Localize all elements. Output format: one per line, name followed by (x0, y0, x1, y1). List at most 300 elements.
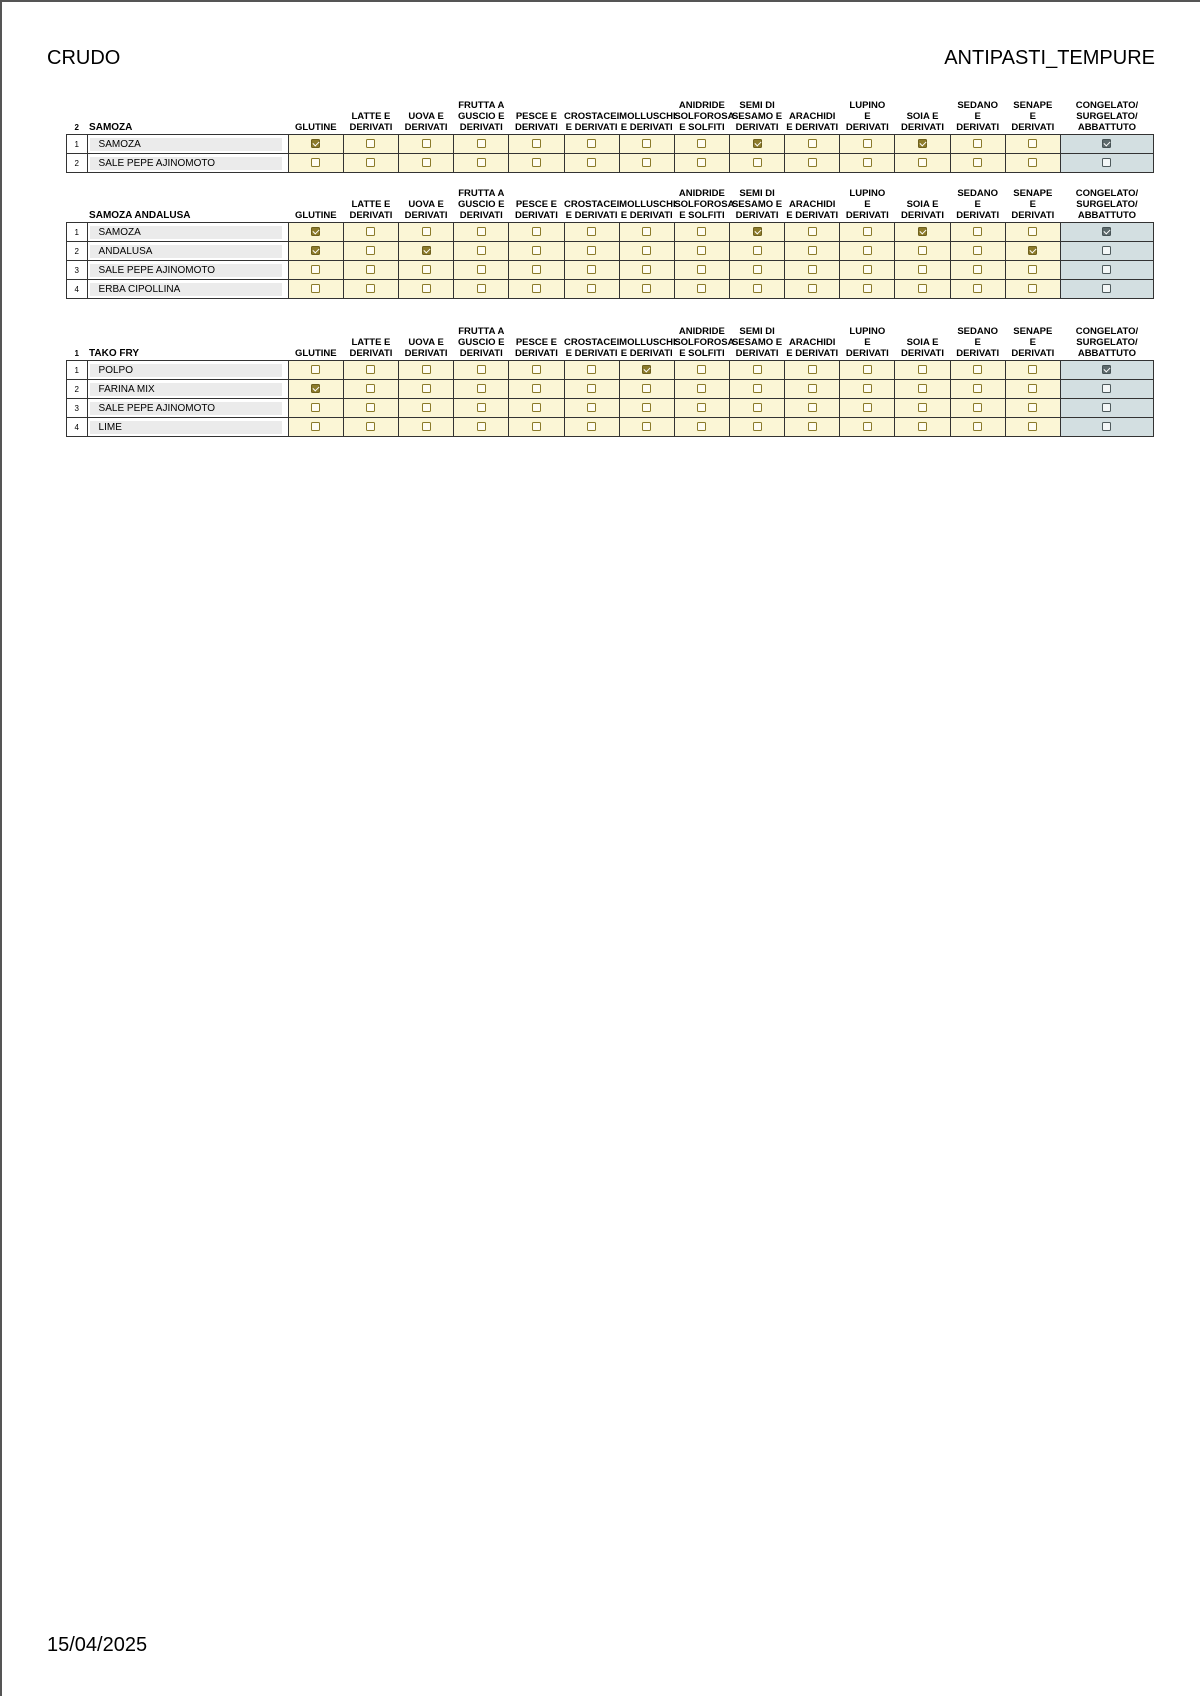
allergen-checkbox[interactable] (366, 158, 375, 167)
table-row (67, 223, 1154, 242)
allergen-cell (674, 261, 729, 280)
column-header: ARACHIDI E DERIVATI (786, 111, 839, 133)
allergen-cell (674, 418, 729, 437)
allergen-cell (840, 399, 895, 418)
allergen-cell (785, 135, 840, 154)
allergen-checkbox[interactable] (697, 139, 706, 148)
allergen-checkbox[interactable] (918, 246, 927, 255)
allergen-checkbox[interactable] (587, 227, 596, 236)
column-header: LUPINO E DERIVATI (845, 188, 889, 221)
allergen-checkbox[interactable] (863, 422, 872, 431)
allergen-checkbox[interactable] (422, 403, 431, 412)
allergen-checkbox[interactable] (532, 246, 541, 255)
ingredient-name: SALE PEPE AJINOMOTO (90, 264, 282, 277)
allergen-checkbox[interactable] (863, 227, 872, 236)
allergen-cell (895, 135, 950, 154)
allergen-checkbox[interactable] (753, 284, 762, 293)
column-header: SOIA E DERIVATI (901, 337, 944, 359)
allergen-checkbox[interactable] (1028, 246, 1037, 255)
allergen-cell (840, 154, 895, 173)
frozen-checkbox[interactable] (1102, 139, 1111, 148)
allergen-cell (343, 399, 398, 418)
allergen-cell (399, 399, 454, 418)
allergen-cell (785, 418, 840, 437)
allergen-checkbox[interactable] (808, 227, 817, 236)
allergen-cell (288, 361, 343, 380)
frozen-cell (1060, 223, 1153, 242)
allergen-checkbox[interactable] (863, 139, 872, 148)
allergen-checkbox[interactable] (918, 422, 927, 431)
allergen-checkbox[interactable] (863, 384, 872, 393)
allergen-checkbox[interactable] (532, 384, 541, 393)
allergen-cell (895, 418, 950, 437)
column-header: LUPINO E DERIVATI (845, 326, 889, 359)
allergen-cell (509, 261, 564, 280)
allergen-cell (619, 280, 674, 299)
allergen-checkbox[interactable] (642, 422, 651, 431)
allergen-cell (729, 242, 784, 261)
allergen-checkbox[interactable] (1028, 365, 1037, 374)
allergen-checkbox[interactable] (422, 158, 431, 167)
allergen-cell (785, 280, 840, 299)
column-header: SENAPE E DERIVATI (1011, 100, 1055, 133)
allergen-checkbox[interactable] (587, 158, 596, 167)
allergen-checkbox[interactable] (808, 422, 817, 431)
allergen-checkbox[interactable] (477, 158, 486, 167)
footer-date: 15/04/2025 (47, 1634, 148, 1656)
allergen-checkbox[interactable] (697, 384, 706, 393)
allergen-checkbox[interactable] (532, 422, 541, 431)
allergen-cell (564, 361, 619, 380)
allergen-checkbox[interactable] (973, 403, 982, 412)
row-number: 1 (67, 361, 88, 380)
allergen-cell (729, 261, 784, 280)
frozen-checkbox[interactable] (1102, 384, 1111, 393)
allergen-cell (343, 418, 398, 437)
allergen-checkbox[interactable] (477, 139, 486, 148)
allergen-checkbox[interactable] (422, 246, 431, 255)
table-title: TAKO FRY (89, 348, 140, 359)
table-number: 1 (74, 349, 79, 358)
column-header: PESCE E DERIVATI (514, 337, 558, 359)
allergen-cell (509, 280, 564, 299)
allergen-cell (840, 280, 895, 299)
allergen-checkbox[interactable] (973, 139, 982, 148)
allergen-checkbox[interactable] (642, 139, 651, 148)
allergen-checkbox[interactable] (697, 265, 706, 274)
allergen-checkbox[interactable] (477, 265, 486, 274)
allergen-cell (950, 418, 1005, 437)
column-header: SEMI DI SESAMO E DERIVATI (731, 326, 783, 359)
ingredient-cell (87, 223, 288, 242)
allergen-cell (509, 223, 564, 242)
allergen-cell (840, 418, 895, 437)
allergen-checkbox[interactable] (642, 227, 651, 236)
allergen-cell (288, 242, 343, 261)
allergen-checkbox[interactable] (642, 284, 651, 293)
allergen-cell (674, 399, 729, 418)
table-number: 2 (74, 123, 79, 132)
allergen-checkbox[interactable] (808, 265, 817, 274)
allergen-cell (950, 361, 1005, 380)
allergen-checkbox[interactable] (422, 265, 431, 274)
allergen-checkbox[interactable] (808, 158, 817, 167)
allergen-cell (509, 242, 564, 261)
ingredient-cell (87, 399, 288, 418)
allergen-cell (619, 242, 674, 261)
allergen-cell (454, 380, 509, 399)
allergen-cell (564, 418, 619, 437)
allergen-checkbox[interactable] (808, 246, 817, 255)
allergen-table (66, 188, 1154, 299)
ingredient-name: POLPO (90, 364, 282, 377)
allergen-cell (509, 135, 564, 154)
column-header: ANIDRIDE SOLFOROSA E SOLFITI (674, 188, 735, 221)
allergen-checkbox[interactable] (973, 422, 982, 431)
allergen-checkbox[interactable] (477, 384, 486, 393)
allergen-checkbox[interactable] (311, 265, 320, 274)
allergen-checkbox[interactable] (918, 403, 927, 412)
allergen-cell (729, 223, 784, 242)
allergen-checkbox[interactable] (753, 246, 762, 255)
column-header: GLUTINE (294, 210, 337, 221)
allergen-checkbox[interactable] (973, 265, 982, 274)
column-header: MOLLUSCHI E DERIVATI (619, 111, 676, 133)
allergen-cell (1005, 361, 1060, 380)
allergen-checkbox[interactable] (477, 365, 486, 374)
allergen-checkbox[interactable] (532, 158, 541, 167)
allergen-cell (509, 361, 564, 380)
allergen-checkbox[interactable] (918, 227, 927, 236)
allergen-checkbox[interactable] (753, 158, 762, 167)
column-header: PESCE E DERIVATI (514, 199, 558, 221)
column-header: CROSTACEI E DERIVATI (564, 199, 620, 221)
allergen-checkbox[interactable] (477, 227, 486, 236)
table-row (67, 361, 1154, 380)
allergen-cell (288, 261, 343, 280)
column-header: CONGELATO/ SURGELATO/ ABBATTUTO (1075, 326, 1139, 359)
allergen-cell (1005, 418, 1060, 437)
allergen-cell (619, 399, 674, 418)
allergen-cell (399, 223, 454, 242)
allergen-checkbox[interactable] (532, 227, 541, 236)
allergen-checkbox[interactable] (753, 365, 762, 374)
row-number: 4 (67, 280, 88, 299)
table-number (67, 188, 88, 223)
allergen-checkbox[interactable] (973, 284, 982, 293)
allergen-checkbox[interactable] (532, 403, 541, 412)
column-header: CROSTACEI E DERIVATI (564, 111, 620, 133)
allergen-checkbox[interactable] (753, 403, 762, 412)
allergen-cell (785, 380, 840, 399)
column-header: SEMI DI SESAMO E DERIVATI (731, 100, 783, 133)
allergen-cell (895, 261, 950, 280)
column-header: LUPINO E DERIVATI (845, 100, 889, 133)
allergen-checkbox[interactable] (808, 384, 817, 393)
allergen-checkbox[interactable] (311, 384, 320, 393)
frozen-cell (1060, 361, 1153, 380)
allergen-checkbox[interactable] (1028, 158, 1037, 167)
allergen-cell (509, 154, 564, 173)
allergen-checkbox[interactable] (973, 246, 982, 255)
column-header: GLUTINE (294, 348, 337, 359)
allergen-checkbox[interactable] (863, 403, 872, 412)
allergen-checkbox[interactable] (366, 139, 375, 148)
allergen-checkbox[interactable] (311, 284, 320, 293)
allergen-checkbox[interactable] (422, 365, 431, 374)
ingredient-name: SALE PEPE AJINOMOTO (90, 402, 282, 415)
frozen-cell (1060, 418, 1153, 437)
ingredient-cell (87, 380, 288, 399)
header-category: CRUDO (47, 47, 121, 69)
allergen-cell (950, 154, 1005, 173)
column-header: ANIDRIDE SOLFOROSA E SOLFITI (674, 100, 735, 133)
allergen-cell (619, 154, 674, 173)
allergen-checkbox[interactable] (697, 365, 706, 374)
table-title: SAMOZA ANDALUSA (89, 210, 191, 221)
allergen-checkbox[interactable] (311, 227, 320, 236)
allergen-checkbox[interactable] (587, 284, 596, 293)
allergen-cell (840, 380, 895, 399)
allergen-checkbox[interactable] (532, 139, 541, 148)
allergen-checkbox[interactable] (973, 384, 982, 393)
allergen-checkbox[interactable] (753, 265, 762, 274)
allergen-checkbox[interactable] (532, 265, 541, 274)
allergen-cell (619, 261, 674, 280)
allergen-checkbox[interactable] (477, 403, 486, 412)
allergen-cell (619, 135, 674, 154)
allergen-checkbox[interactable] (697, 227, 706, 236)
allergen-checkbox[interactable] (642, 158, 651, 167)
allergen-checkbox[interactable] (587, 265, 596, 274)
row-number: 2 (67, 154, 88, 173)
allergen-checkbox[interactable] (918, 384, 927, 393)
allergen-checkbox[interactable] (587, 422, 596, 431)
allergen-checkbox[interactable] (422, 384, 431, 393)
allergen-cell (619, 361, 674, 380)
frozen-checkbox[interactable] (1102, 158, 1111, 167)
allergen-checkbox[interactable] (642, 265, 651, 274)
allergen-checkbox[interactable] (973, 365, 982, 374)
allergen-cell (343, 261, 398, 280)
allergen-checkbox[interactable] (1028, 403, 1037, 412)
column-header: UOVA E DERIVATI (404, 199, 448, 221)
allergen-cell (950, 280, 1005, 299)
ingredient-cell (87, 261, 288, 280)
column-header: CROSTACEI E DERIVATI (564, 337, 620, 359)
ingredient-name: LIME (90, 421, 282, 434)
allergen-cell (1005, 399, 1060, 418)
allergen-cell (674, 223, 729, 242)
allergen-checkbox[interactable] (642, 365, 651, 374)
allergen-cell (674, 135, 729, 154)
column-header: PESCE E DERIVATI (514, 111, 558, 133)
allergen-cell (288, 280, 343, 299)
allergen-cell (895, 361, 950, 380)
allergen-checkbox[interactable] (422, 284, 431, 293)
allergen-checkbox[interactable] (642, 246, 651, 255)
allergen-checkbox[interactable] (808, 403, 817, 412)
allergen-checkbox[interactable] (366, 265, 375, 274)
allergen-checkbox[interactable] (753, 139, 762, 148)
column-header: LATTE E DERIVATI (349, 199, 393, 221)
allergen-cell (840, 261, 895, 280)
allergen-checkbox[interactable] (863, 158, 872, 167)
allergen-cell (399, 135, 454, 154)
allergen-checkbox[interactable] (366, 284, 375, 293)
allergen-checkbox[interactable] (918, 158, 927, 167)
allergen-checkbox[interactable] (808, 284, 817, 293)
allergen-cell (343, 135, 398, 154)
allergen-checkbox[interactable] (366, 384, 375, 393)
allergen-checkbox[interactable] (863, 246, 872, 255)
frozen-checkbox[interactable] (1102, 422, 1111, 431)
allergen-cell (1005, 242, 1060, 261)
frozen-cell (1060, 242, 1153, 261)
allergen-cell (950, 242, 1005, 261)
allergen-checkbox[interactable] (697, 422, 706, 431)
allergen-checkbox[interactable] (587, 403, 596, 412)
allergen-cell (399, 261, 454, 280)
allergen-cell (950, 261, 1005, 280)
allergen-cell (288, 135, 343, 154)
allergen-cell (343, 242, 398, 261)
frozen-checkbox[interactable] (1102, 227, 1111, 236)
allergen-checkbox[interactable] (587, 246, 596, 255)
frozen-checkbox[interactable] (1102, 284, 1111, 293)
table-header-row (67, 100, 1154, 135)
allergen-checkbox[interactable] (918, 265, 927, 274)
ingredient-name: ERBA CIPOLLINA (90, 283, 282, 296)
allergen-checkbox[interactable] (697, 158, 706, 167)
allergen-checkbox[interactable] (1028, 265, 1037, 274)
allergen-checkbox[interactable] (1028, 227, 1037, 236)
table-row (67, 261, 1154, 280)
allergen-checkbox[interactable] (918, 139, 927, 148)
allergen-cell (564, 280, 619, 299)
allergen-checkbox[interactable] (808, 139, 817, 148)
allergen-checkbox[interactable] (587, 365, 596, 374)
frozen-checkbox[interactable] (1102, 246, 1111, 255)
table-row (67, 242, 1154, 261)
allergen-checkbox[interactable] (918, 284, 927, 293)
allergen-checkbox[interactable] (477, 246, 486, 255)
allergen-checkbox[interactable] (973, 227, 982, 236)
allergen-checkbox[interactable] (532, 284, 541, 293)
allergen-cell (950, 380, 1005, 399)
allergen-checkbox[interactable] (311, 365, 320, 374)
allergen-cell (785, 399, 840, 418)
allergen-checkbox[interactable] (532, 365, 541, 374)
allergen-checkbox[interactable] (311, 158, 320, 167)
allergen-checkbox[interactable] (422, 227, 431, 236)
allergen-checkbox[interactable] (918, 365, 927, 374)
allergen-checkbox[interactable] (366, 246, 375, 255)
allergen-cell (343, 361, 398, 380)
allergen-checkbox[interactable] (642, 403, 651, 412)
allergen-checkbox[interactable] (311, 139, 320, 148)
column-header: MOLLUSCHI E DERIVATI (619, 337, 676, 359)
allergen-cell (1005, 135, 1060, 154)
allergen-checkbox[interactable] (366, 403, 375, 412)
ingredient-cell (87, 242, 288, 261)
allergen-checkbox[interactable] (587, 384, 596, 393)
allergen-cell (1005, 380, 1060, 399)
allergen-checkbox[interactable] (753, 422, 762, 431)
allergen-checkbox[interactable] (753, 384, 762, 393)
allergen-cell (619, 418, 674, 437)
allergen-cell (454, 418, 509, 437)
allergen-checkbox[interactable] (863, 265, 872, 274)
frozen-checkbox[interactable] (1102, 403, 1111, 412)
column-header: FRUTTA A GUSCIO E DERIVATI (458, 188, 505, 221)
allergen-checkbox[interactable] (311, 403, 320, 412)
allergen-checkbox[interactable] (587, 139, 596, 148)
ingredient-cell (87, 154, 288, 173)
ingredient-cell (87, 361, 288, 380)
allergen-cell (454, 399, 509, 418)
frozen-cell (1060, 280, 1153, 299)
column-header: CONGELATO/ SURGELATO/ ABBATTUTO (1075, 188, 1139, 221)
allergen-cell (895, 380, 950, 399)
allergen-checkbox[interactable] (1028, 384, 1037, 393)
allergen-cell (840, 135, 895, 154)
column-header: SEDANO E DERIVATI (956, 188, 1000, 221)
allergen-checkbox[interactable] (1028, 284, 1037, 293)
allergen-cell (343, 154, 398, 173)
allergen-checkbox[interactable] (311, 422, 320, 431)
allergen-cell (564, 261, 619, 280)
allergen-checkbox[interactable] (753, 227, 762, 236)
frozen-cell (1060, 380, 1153, 399)
allergen-checkbox[interactable] (1028, 139, 1037, 148)
allergen-cell (674, 242, 729, 261)
allergen-cell (564, 223, 619, 242)
ingredient-name: SAMOZA (90, 226, 282, 239)
table-row (67, 418, 1154, 437)
column-header: SENAPE E DERIVATI (1011, 188, 1055, 221)
frozen-checkbox[interactable] (1102, 365, 1111, 374)
allergen-checkbox[interactable] (366, 422, 375, 431)
allergen-checkbox[interactable] (697, 284, 706, 293)
allergen-checkbox[interactable] (863, 365, 872, 374)
allergen-checkbox[interactable] (642, 384, 651, 393)
allergen-cell (785, 261, 840, 280)
frozen-checkbox[interactable] (1102, 265, 1111, 274)
allergen-checkbox[interactable] (808, 365, 817, 374)
allergen-checkbox[interactable] (973, 158, 982, 167)
ingredient-name: ANDALUSA (90, 245, 282, 258)
row-number: 2 (67, 380, 88, 399)
allergen-cell (895, 223, 950, 242)
allergen-cell (509, 418, 564, 437)
allergen-checkbox[interactable] (1028, 422, 1037, 431)
allergen-checkbox[interactable] (477, 284, 486, 293)
column-header: SEDANO E DERIVATI (956, 326, 1000, 359)
column-header: SOIA E DERIVATI (901, 199, 944, 221)
allergen-checkbox[interactable] (366, 227, 375, 236)
allergen-cell (454, 361, 509, 380)
allergen-checkbox[interactable] (697, 403, 706, 412)
allergen-checkbox[interactable] (697, 246, 706, 255)
allergen-checkbox[interactable] (477, 422, 486, 431)
allergen-checkbox[interactable] (366, 365, 375, 374)
allergen-checkbox[interactable] (863, 284, 872, 293)
allergen-checkbox[interactable] (311, 246, 320, 255)
allergen-cell (564, 399, 619, 418)
allergen-checkbox[interactable] (422, 422, 431, 431)
allergen-checkbox[interactable] (422, 139, 431, 148)
